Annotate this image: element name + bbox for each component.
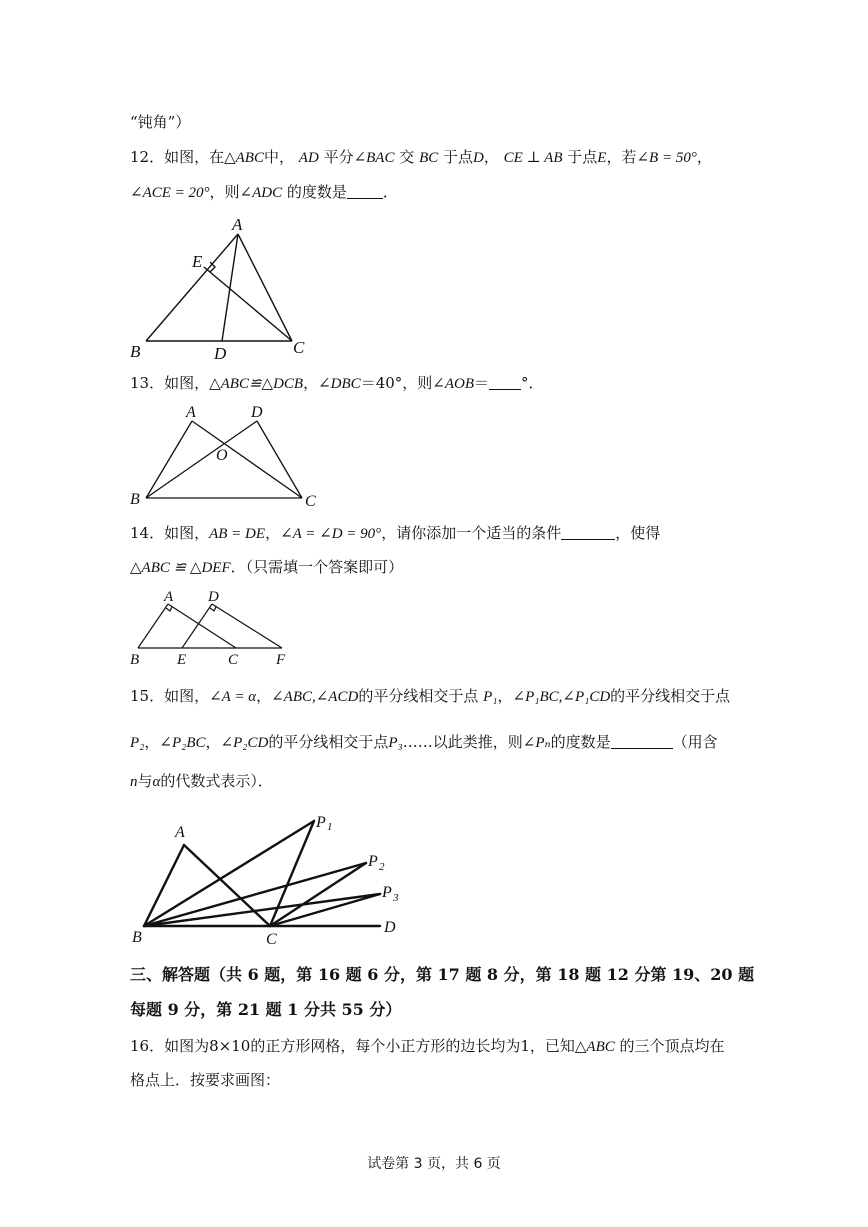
q12-text: ． xyxy=(382,183,398,201)
q15-label-p2: P xyxy=(368,853,378,870)
q12-text: 如图，在 xyxy=(164,148,225,166)
q15-text: 与 xyxy=(137,772,153,790)
q14-text: 如图， xyxy=(164,524,210,542)
q14-label-f: F xyxy=(276,652,286,668)
q15-text: ， xyxy=(144,733,160,751)
q13-angle-aob: ∠AOB xyxy=(432,376,475,392)
q12-text: 于点 xyxy=(443,148,474,166)
q14-label-b: B xyxy=(130,652,140,668)
q15-label-p1: P xyxy=(316,814,326,831)
q14-label-e: E xyxy=(177,652,187,668)
q15-label-d: D xyxy=(384,919,396,936)
q12-text: 平分 xyxy=(323,148,354,166)
q15-text: 的代数式表示）． xyxy=(160,772,273,790)
q12-label-a: A xyxy=(232,215,243,234)
q13-answer-blank[interactable] xyxy=(489,375,521,390)
q14-text: ，请你添加一个适当的条件 xyxy=(381,524,562,542)
q12-text: ， xyxy=(696,148,712,166)
q16-number: 16． xyxy=(130,1037,165,1055)
q13-label-b: B xyxy=(130,491,140,508)
q14-congruence: △ABC ≌ △DEF xyxy=(130,560,231,576)
section-3-heading-line-1: 三、解答题（共 6 题，第 16 题 6 分，第 17 题 8 分，第 18 题 12 分第 19、20 题 xyxy=(130,965,755,984)
q14-right-angles: ∠A = ∠D = 90° xyxy=(280,526,382,542)
q12-triangle-abc: △ABC xyxy=(224,150,264,166)
q12-text: 中， xyxy=(263,148,294,166)
q13-line-1 xyxy=(130,373,544,394)
q13-label-c: C xyxy=(305,493,316,510)
q14-answer-blank[interactable] xyxy=(561,525,615,540)
q15-label-p3: P xyxy=(382,884,392,901)
q12-angle-adc: ∠ADC xyxy=(239,185,283,201)
q15-answer-blank[interactable] xyxy=(611,734,673,749)
q15-angle-p2bc: ∠P₂BC xyxy=(159,735,206,751)
q15-text: 的平分线相交于点 xyxy=(358,687,479,705)
q14-text: ．（只需填一个答案即可） xyxy=(230,558,404,576)
q12-text: ， xyxy=(483,148,499,166)
q15-point-p1: P₁ xyxy=(483,689,498,705)
q14-figure xyxy=(126,584,296,670)
q16-triangle-abc: △ABC xyxy=(574,1039,615,1055)
q14-text: ，使得 xyxy=(615,524,661,542)
q12-answer-blank[interactable] xyxy=(347,184,383,199)
q14-line-1 xyxy=(130,523,660,544)
q15-label-p3-subscript: 3 xyxy=(393,892,399,904)
q15-text: ， xyxy=(256,687,272,705)
section-3-heading-line-2: 每题 9 分，第 21 题 1 分共 55 分） xyxy=(130,1000,402,1019)
q13-text: ， xyxy=(303,374,319,392)
q14-text: ， xyxy=(265,524,281,542)
q13-text: ＝ xyxy=(474,374,490,392)
q13-figure xyxy=(126,400,326,512)
q15-text: （用含 xyxy=(672,733,718,751)
q12-number: 12． xyxy=(130,148,165,166)
q15-text: 的平分线相交于点 xyxy=(610,687,731,705)
q15-point-p2: P₂ xyxy=(130,735,145,751)
q14-line-2 xyxy=(130,557,403,578)
q16-grid-size: 8×10 xyxy=(209,1037,251,1055)
q12-line-1 xyxy=(130,147,712,168)
q15-angles-abc-acd: ∠ABC,∠ACD xyxy=(271,689,359,705)
q13-text: ＝40°，则 xyxy=(360,374,433,392)
q15-label-p2-subscript: 2 xyxy=(379,861,385,873)
q13-label-o: O xyxy=(216,447,228,464)
q15-point-p3: P₃ xyxy=(388,735,403,751)
q12-label-b: B xyxy=(130,342,141,361)
q15-text: 如图， xyxy=(164,687,210,705)
page-footer: 试卷第 3 页，共 6 页 xyxy=(367,1156,501,1172)
q16-text: 的三个顶点均在 xyxy=(619,1037,725,1055)
q12-segment-ad: AD xyxy=(298,150,319,166)
q14-label-d: D xyxy=(208,589,219,605)
q16-text: ，已知 xyxy=(529,1037,575,1055)
q15-alpha: α xyxy=(152,774,161,790)
q12-text: 的度数是 xyxy=(286,183,347,201)
q15-line-1 xyxy=(130,686,730,707)
q15-label-a: A xyxy=(175,824,185,841)
q12-label-e: E xyxy=(192,252,203,271)
q15-angle-a-alpha: ∠A = α xyxy=(209,689,257,705)
q12-text: ，则 xyxy=(209,183,240,201)
previous-question-fragment: “钝角”） xyxy=(130,113,191,131)
q13-number: 13． xyxy=(130,374,165,392)
q15-text: 的度数是 xyxy=(550,733,611,751)
q15-line-3 xyxy=(130,771,273,792)
q12-angle-b: ∠B = 50° xyxy=(636,150,697,166)
q15-label-b: B xyxy=(132,929,142,946)
q15-text: ……以此类推，则 xyxy=(402,733,523,751)
q16-line-2: 格点上．按要求画图： xyxy=(130,1071,281,1089)
q14-ab-de: AB = DE xyxy=(209,526,266,542)
q12-point-d: D xyxy=(473,150,484,166)
q16-line-1 xyxy=(130,1036,725,1057)
q15-text: ， xyxy=(497,687,513,705)
q13-label-d: D xyxy=(251,404,263,421)
q15-text: ， xyxy=(205,733,221,751)
q16-text: 如图为 xyxy=(164,1037,210,1055)
q14-label-c: C xyxy=(228,652,239,668)
q13-label-a: A xyxy=(186,404,196,421)
q15-number: 15． xyxy=(130,687,165,705)
q15-angle-pn: ∠Pₙ xyxy=(522,735,551,751)
q15-angle-p2cd: ∠P₂CD xyxy=(220,735,269,751)
q12-text: 交 xyxy=(399,148,415,166)
q13-text: 如图， xyxy=(164,374,210,392)
q15-line-2 xyxy=(130,732,718,753)
q12-angle-bac: ∠BAC xyxy=(353,150,395,166)
q15-label-c: C xyxy=(266,931,277,948)
q12-angle-ace: ∠ACE = 20° xyxy=(130,185,210,201)
q12-point-e: E xyxy=(597,150,607,166)
q12-text: ，若 xyxy=(606,148,637,166)
q15-text: 的平分线相交于点 xyxy=(268,733,389,751)
q12-label-c: C xyxy=(293,338,305,357)
q16-side-length: 1 xyxy=(520,1037,530,1055)
q15-figure xyxy=(126,808,416,958)
q13-text: °． xyxy=(521,374,544,392)
q14-number: 14． xyxy=(130,524,165,542)
q12-label-d: D xyxy=(214,344,227,363)
q13-congruence: △ABC≌△DCB xyxy=(209,376,304,392)
q13-angle-dbc: ∠DBC xyxy=(318,376,361,392)
q12-line-2 xyxy=(130,182,398,203)
q16-text: 的正方形网格，每个小正方形的边长均为 xyxy=(250,1037,521,1055)
q15-label-p1-subscript: 1 xyxy=(327,821,333,833)
q14-label-a: A xyxy=(164,589,174,605)
q12-segment-bc: BC xyxy=(419,150,439,166)
q12-perpendicular: CE ⊥ AB xyxy=(503,150,563,166)
q15-n: n xyxy=(130,774,138,790)
q12-text: 于点 xyxy=(567,148,598,166)
q15-angles-p1: ∠P₁BC,∠P₁CD xyxy=(512,689,611,705)
q12-figure xyxy=(126,212,326,364)
